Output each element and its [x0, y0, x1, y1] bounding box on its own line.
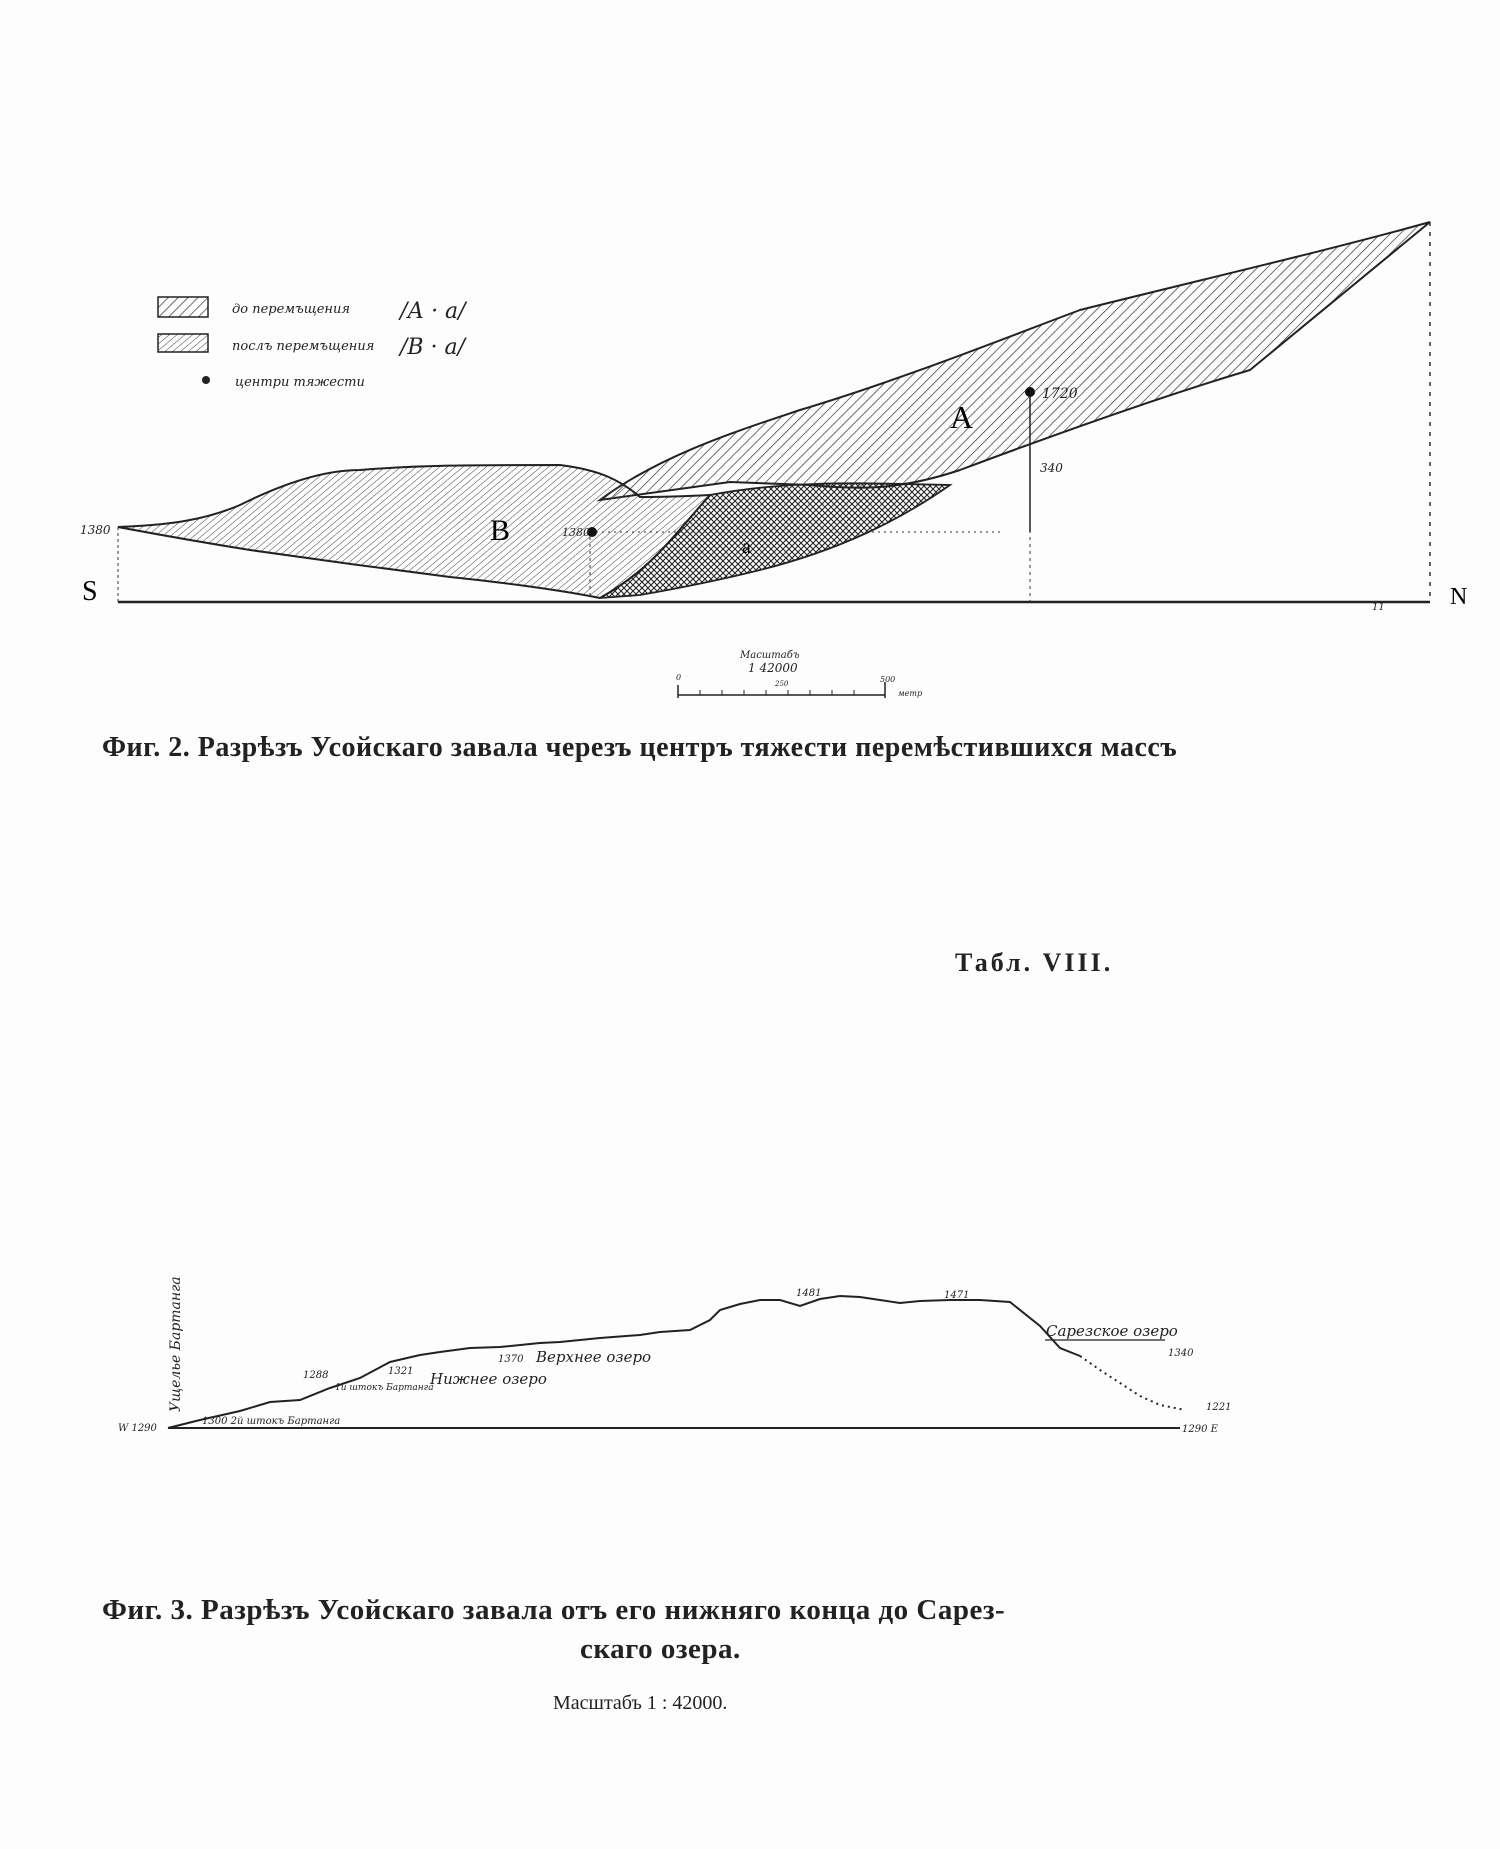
direction-n: N [1450, 584, 1468, 610]
fig3-e-label: 1290 Е [1182, 1424, 1218, 1435]
fig3-1221: 1221 [1206, 1402, 1232, 1413]
elev-center-b: 1380 [562, 526, 590, 539]
fig3-start-label: 1300 2й штокъ Бартанга [202, 1416, 341, 1427]
fig2-caption: Фиг. 2. Разрѣзъ Усойскаго завала черезъ центръ тяжести перемѣстившихся массъ [102, 732, 1178, 763]
fig3-1340: 1340 [1168, 1348, 1194, 1359]
fig3-1288: 1288 [303, 1370, 329, 1381]
fig3-upper-lake: Верхнее озеро [536, 1348, 652, 1366]
legend-gravity-dot [202, 376, 210, 384]
fig3-1481: 1481 [796, 1288, 822, 1299]
fig3-scale: Масштабъ 1 : 42000. [553, 1692, 728, 1714]
fig3-vertical-label: Ущелье Бартанга [168, 1276, 184, 1412]
figure-3 [118, 1276, 1231, 1435]
fig3-1471: 1471 [944, 1290, 970, 1301]
fig2-legend [158, 297, 468, 390]
legend-before-code: /А · а/ [400, 299, 466, 324]
fig3-sarez-lake: Сарезское озеро [1046, 1322, 1178, 1340]
fig3-first-stock: 1й штокъ Бартанга [335, 1383, 434, 1393]
scale-end: 500 [880, 675, 896, 684]
scale-zero: 0 [676, 673, 682, 682]
elev-drop: 340 [1040, 461, 1063, 475]
fig3-caption-line2: скаго озера. [580, 1633, 741, 1665]
fig2-scale-bar [676, 650, 922, 698]
legend-before-text: до перемъщения [232, 302, 350, 317]
elev-right-small: 11 [1372, 602, 1385, 613]
legend-gravity-text: центри тяжести [235, 375, 365, 390]
fig3-caption-line1: Фиг. 3. Разрѣзъ Усойскаго завала отъ его нижняго конца до Сарез- [102, 1594, 1006, 1626]
gravity-centre-a [1025, 387, 1035, 397]
fig3-1370: 1370 [498, 1354, 524, 1365]
fig3-1321: 1321 [388, 1366, 414, 1377]
region-a-letter: A [950, 399, 974, 435]
legend-swatch-before [158, 297, 208, 317]
region-a-before [600, 222, 1430, 500]
legend-after-text: послъ перемъщения [232, 339, 375, 354]
elev-left: 1380 [80, 523, 111, 537]
legend-after-code: /В · а/ [400, 335, 466, 360]
scale-title: Масштабъ [740, 650, 800, 661]
fig3-lower-lake: Нижнее озеро [430, 1370, 547, 1388]
elev-center-a: 1720 [1042, 386, 1078, 402]
direction-s: S [82, 576, 98, 607]
fig3-w-label: W 1290 [118, 1423, 157, 1434]
scale-ratio: 1 42000 [748, 661, 798, 675]
scale-mid: 250 [775, 680, 789, 688]
fig3-profile-dotted [1080, 1356, 1185, 1410]
region-b-letter: B [490, 514, 511, 547]
table-label: Табл. VIII. [955, 948, 1114, 977]
scale-unit: метр [898, 689, 923, 698]
figure-2 [80, 222, 1467, 698]
legend-swatch-after [158, 334, 208, 352]
region-overlap-letter: a [742, 536, 751, 558]
